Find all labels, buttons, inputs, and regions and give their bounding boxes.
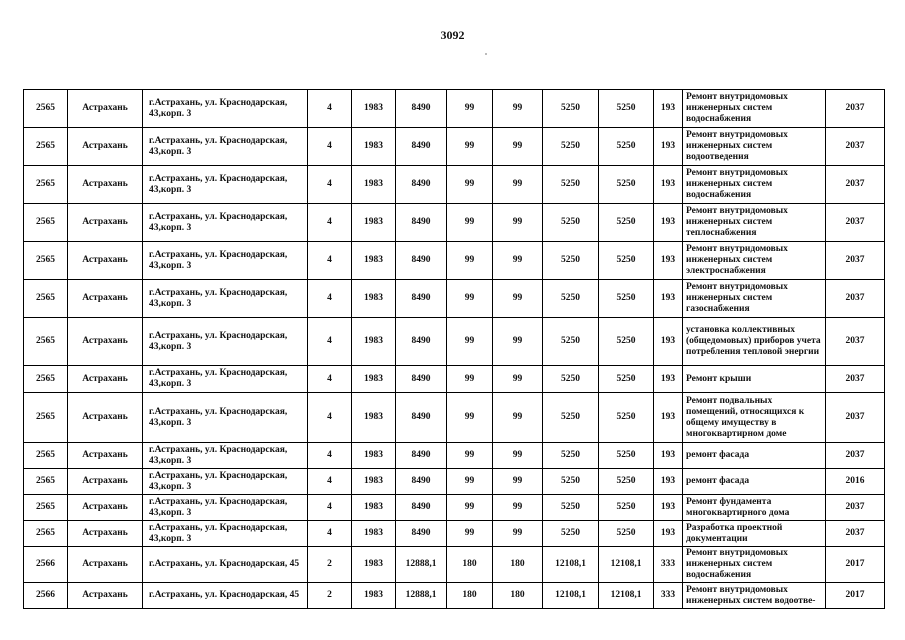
cell-area-1: 5250: [543, 495, 599, 521]
cell-city: Астрахань: [68, 204, 143, 242]
cell-area-2: 5250: [599, 128, 654, 166]
cell-work-type: ремонт фасада: [683, 443, 826, 469]
cell-area-2: 12108,1: [599, 547, 654, 583]
cell-address: г.Астрахань, ул. Краснодарская, 45: [143, 583, 308, 609]
cell-work-type: Ремонт внутридомовых инженерных систем водоснабжения: [683, 90, 826, 128]
cell-year: 1983: [352, 469, 396, 495]
cell-apartments: 193: [654, 242, 683, 280]
cell-floors: 4: [308, 443, 352, 469]
cell-address: г.Астрахань, ул. Краснодарская, 45: [143, 547, 308, 583]
cell-city: Астрахань: [68, 469, 143, 495]
table-row: [24, 495, 885, 521]
table-row: [24, 469, 885, 495]
table-row: [24, 128, 885, 166]
cell-address: г.Астрахань, ул. Краснодарская, 43,корп. 3: [143, 495, 308, 521]
cell-floors: 2: [308, 547, 352, 583]
cell-year-planned: 2017: [826, 583, 885, 609]
cell-total-area: 8490: [396, 280, 447, 318]
cell-total-area: 8490: [396, 443, 447, 469]
cell-apartments: 193: [654, 318, 683, 366]
cell-year: 1983: [352, 318, 396, 366]
cell-residents-1: 99: [447, 128, 493, 166]
cell-apartments: 333: [654, 547, 683, 583]
cell-residents-1: 99: [447, 469, 493, 495]
table-row: [24, 166, 885, 204]
cell-area-2: 5250: [599, 443, 654, 469]
cell-residents-1: 99: [447, 366, 493, 393]
cell-city: Астрахань: [68, 443, 143, 469]
cell-area-1: 5250: [543, 318, 599, 366]
cell-work-type: Ремонт подвальных помещений, относящихся к общему имуществу в многоквартирном доме: [683, 393, 826, 443]
cell-area-1: 5250: [543, 366, 599, 393]
cell-address: г.Астрахань, ул. Краснодарская, 43,корп. 3: [143, 521, 308, 547]
cell-total-area: 8490: [396, 166, 447, 204]
cell-apartments: 193: [654, 280, 683, 318]
cell-floors: 4: [308, 521, 352, 547]
cell-year: 1983: [352, 443, 396, 469]
cell-year-planned: 2017: [826, 547, 885, 583]
cell-year-planned: 2037: [826, 495, 885, 521]
cell-residents-1: 99: [447, 495, 493, 521]
cell-area-1: 5250: [543, 521, 599, 547]
cell-floors: 4: [308, 280, 352, 318]
cell-area-2: 5250: [599, 242, 654, 280]
cell-area-1: 5250: [543, 90, 599, 128]
cell-city: Астрахань: [68, 318, 143, 366]
cell-address: г.Астрахань, ул. Краснодарская, 43,корп. 3: [143, 469, 308, 495]
cell-year-planned: 2037: [826, 242, 885, 280]
cell-floors: 4: [308, 242, 352, 280]
cell-city: Астрахань: [68, 166, 143, 204]
cell-id: 2565: [24, 318, 68, 366]
cell-residents-2: 99: [493, 495, 543, 521]
cell-floors: 2: [308, 583, 352, 609]
table-row: [24, 90, 885, 128]
cell-area-1: 5250: [543, 280, 599, 318]
cell-id: 2565: [24, 242, 68, 280]
cell-work-type: Ремонт внутридомовых инженерных систем теплоснабжения: [683, 204, 826, 242]
cell-residents-1: 99: [447, 280, 493, 318]
cell-year-planned: 2037: [826, 366, 885, 393]
cell-area-2: 5250: [599, 280, 654, 318]
cell-id: 2565: [24, 128, 68, 166]
cell-total-area: 8490: [396, 393, 447, 443]
cell-area-2: 5250: [599, 366, 654, 393]
cell-residents-2: 99: [493, 443, 543, 469]
cell-year-planned: 2037: [826, 166, 885, 204]
cell-work-type: Ремонт внутридомовых инженерных систем водоотве-: [683, 583, 826, 609]
cell-area-2: 5250: [599, 318, 654, 366]
cell-id: 2565: [24, 469, 68, 495]
cell-floors: 4: [308, 495, 352, 521]
cell-apartments: 193: [654, 469, 683, 495]
cell-floors: 4: [308, 204, 352, 242]
cell-address: г.Астрахань, ул. Краснодарская, 43,корп. 3: [143, 393, 308, 443]
cell-work-type: ремонт фасада: [683, 469, 826, 495]
table-row: [24, 547, 885, 583]
cell-residents-2: 99: [493, 469, 543, 495]
cell-total-area: 8490: [396, 90, 447, 128]
cell-id: 2565: [24, 393, 68, 443]
cell-id: 2565: [24, 204, 68, 242]
cell-year-planned: 2037: [826, 393, 885, 443]
cell-residents-2: 99: [493, 366, 543, 393]
table-row: [24, 393, 885, 443]
cell-city: Астрахань: [68, 521, 143, 547]
cell-city: Астрахань: [68, 583, 143, 609]
registry-table: [23, 89, 885, 609]
cell-year: 1983: [352, 495, 396, 521]
cell-total-area: 8490: [396, 366, 447, 393]
cell-total-area: 12888,1: [396, 547, 447, 583]
cell-address: г.Астрахань, ул. Краснодарская, 43,корп. 3: [143, 128, 308, 166]
cell-residents-1: 99: [447, 90, 493, 128]
cell-area-1: 5250: [543, 204, 599, 242]
cell-address: г.Астрахань, ул. Краснодарская, 43,корп. 3: [143, 242, 308, 280]
cell-residents-1: 180: [447, 547, 493, 583]
cell-area-1: 12108,1: [543, 547, 599, 583]
cell-area-1: 5250: [543, 393, 599, 443]
cell-year: 1983: [352, 166, 396, 204]
cell-apartments: 193: [654, 521, 683, 547]
cell-apartments: 193: [654, 166, 683, 204]
cell-residents-2: 99: [493, 521, 543, 547]
cell-residents-1: 99: [447, 443, 493, 469]
cell-area-2: 12108,1: [599, 583, 654, 609]
cell-area-2: 5250: [599, 90, 654, 128]
cell-floors: 4: [308, 128, 352, 166]
cell-residents-2: 180: [493, 547, 543, 583]
cell-work-type: Ремонт внутридомовых инженерных систем газоснабжения: [683, 280, 826, 318]
cell-residents-2: 99: [493, 280, 543, 318]
cell-floors: 4: [308, 366, 352, 393]
cell-city: Астрахань: [68, 495, 143, 521]
cell-total-area: 8490: [396, 521, 447, 547]
cell-total-area: 8490: [396, 204, 447, 242]
cell-area-2: 5250: [599, 469, 654, 495]
cell-residents-1: 99: [447, 166, 493, 204]
cell-work-type: Ремонт крыши: [683, 366, 826, 393]
cell-year-planned: 2037: [826, 443, 885, 469]
cell-address: г.Астрахань, ул. Краснодарская, 43,корп. 3: [143, 366, 308, 393]
cell-work-type: Ремонт фундамента многоквартирного дома: [683, 495, 826, 521]
cell-residents-1: 99: [447, 521, 493, 547]
cell-year-planned: 2037: [826, 204, 885, 242]
cell-apartments: 193: [654, 393, 683, 443]
cell-residents-2: 99: [493, 242, 543, 280]
cell-residents-2: 99: [493, 204, 543, 242]
cell-year-planned: 2037: [826, 521, 885, 547]
cell-year: 1983: [352, 280, 396, 318]
cell-work-type: Ремонт внутридомовых инженерных систем водоснабжения: [683, 547, 826, 583]
cell-address: г.Астрахань, ул. Краснодарская, 43,корп. 3: [143, 280, 308, 318]
cell-area-1: 5250: [543, 242, 599, 280]
cell-residents-2: 99: [493, 318, 543, 366]
cell-city: Астрахань: [68, 242, 143, 280]
cell-area-1: 12108,1: [543, 583, 599, 609]
table-row: [24, 366, 885, 393]
cell-city: Астрахань: [68, 128, 143, 166]
cell-residents-2: 180: [493, 583, 543, 609]
cell-apartments: 333: [654, 583, 683, 609]
cell-id: 2566: [24, 547, 68, 583]
cell-apartments: 193: [654, 90, 683, 128]
cell-area-2: 5250: [599, 521, 654, 547]
cell-apartments: 193: [654, 495, 683, 521]
cell-year-planned: 2037: [826, 280, 885, 318]
cell-work-type: установка коллективных (общедомовых) приборов учета потребления тепловой энергии: [683, 318, 826, 366]
cell-year: 1983: [352, 393, 396, 443]
cell-area-1: 5250: [543, 166, 599, 204]
cell-residents-1: 99: [447, 242, 493, 280]
cell-year: 1983: [352, 366, 396, 393]
cell-total-area: 8490: [396, 242, 447, 280]
cell-city: Астрахань: [68, 366, 143, 393]
cell-year: 1983: [352, 547, 396, 583]
cell-id: 2565: [24, 443, 68, 469]
cell-city: Астрахань: [68, 90, 143, 128]
cell-residents-1: 180: [447, 583, 493, 609]
cell-area-2: 5250: [599, 495, 654, 521]
cell-work-type: Ремонт внутридомовых инженерных систем водоснабжения: [683, 166, 826, 204]
cell-address: г.Астрахань, ул. Краснодарская, 43,корп. 3: [143, 166, 308, 204]
cell-work-type: Разработка проектной документации: [683, 521, 826, 547]
cell-residents-1: 99: [447, 393, 493, 443]
cell-total-area: 8490: [396, 469, 447, 495]
cell-apartments: 193: [654, 443, 683, 469]
cell-id: 2565: [24, 166, 68, 204]
table-row: [24, 583, 885, 609]
cell-residents-1: 99: [447, 318, 493, 366]
cell-area-2: 5250: [599, 204, 654, 242]
scan-speck: [485, 53, 487, 55]
cell-year: 1983: [352, 521, 396, 547]
cell-id: 2565: [24, 521, 68, 547]
cell-year: 1983: [352, 242, 396, 280]
cell-residents-2: 99: [493, 128, 543, 166]
cell-floors: 4: [308, 318, 352, 366]
cell-total-area: 8490: [396, 128, 447, 166]
cell-year-planned: 2037: [826, 318, 885, 366]
cell-work-type: Ремонт внутридомовых инженерных систем водоотведения: [683, 128, 826, 166]
table-row: [24, 242, 885, 280]
table-row: [24, 443, 885, 469]
cell-year-planned: 2037: [826, 90, 885, 128]
cell-residents-2: 99: [493, 166, 543, 204]
cell-total-area: 8490: [396, 495, 447, 521]
cell-residents-2: 99: [493, 393, 543, 443]
cell-area-1: 5250: [543, 443, 599, 469]
table-row: [24, 318, 885, 366]
cell-area-1: 5250: [543, 469, 599, 495]
cell-total-area: 8490: [396, 318, 447, 366]
cell-year-planned: 2016: [826, 469, 885, 495]
cell-city: Астрахань: [68, 547, 143, 583]
cell-area-2: 5250: [599, 393, 654, 443]
cell-floors: 4: [308, 90, 352, 128]
cell-year: 1983: [352, 204, 396, 242]
cell-residents-2: 99: [493, 90, 543, 128]
cell-id: 2565: [24, 90, 68, 128]
cell-floors: 4: [308, 469, 352, 495]
cell-address: г.Астрахань, ул. Краснодарская, 43,корп. 3: [143, 204, 308, 242]
cell-id: 2566: [24, 583, 68, 609]
table-row: [24, 280, 885, 318]
cell-address: г.Астрахань, ул. Краснодарская, 43,корп. 3: [143, 443, 308, 469]
cell-city: Астрахань: [68, 280, 143, 318]
cell-residents-1: 99: [447, 204, 493, 242]
cell-area-1: 5250: [543, 128, 599, 166]
cell-id: 2565: [24, 280, 68, 318]
registry-rows: [24, 90, 885, 609]
table-row: [24, 204, 885, 242]
cell-address: г.Астрахань, ул. Краснодарская, 43,корп. 3: [143, 318, 308, 366]
cell-year: 1983: [352, 583, 396, 609]
cell-apartments: 193: [654, 204, 683, 242]
cell-year: 1983: [352, 90, 396, 128]
cell-total-area: 12888,1: [396, 583, 447, 609]
table-row: [24, 521, 885, 547]
cell-work-type: Ремонт внутридомовых инженерных систем электроснабжения: [683, 242, 826, 280]
cell-floors: 4: [308, 166, 352, 204]
cell-id: 2565: [24, 495, 68, 521]
cell-city: Астрахань: [68, 393, 143, 443]
cell-floors: 4: [308, 393, 352, 443]
cell-id: 2565: [24, 366, 68, 393]
cell-year-planned: 2037: [826, 128, 885, 166]
cell-area-2: 5250: [599, 166, 654, 204]
cell-apartments: 193: [654, 366, 683, 393]
cell-apartments: 193: [654, 128, 683, 166]
page-number: 3092: [440, 28, 465, 42]
cell-year: 1983: [352, 128, 396, 166]
cell-address: г.Астрахань, ул. Краснодарская, 43,корп. 3: [143, 90, 308, 128]
